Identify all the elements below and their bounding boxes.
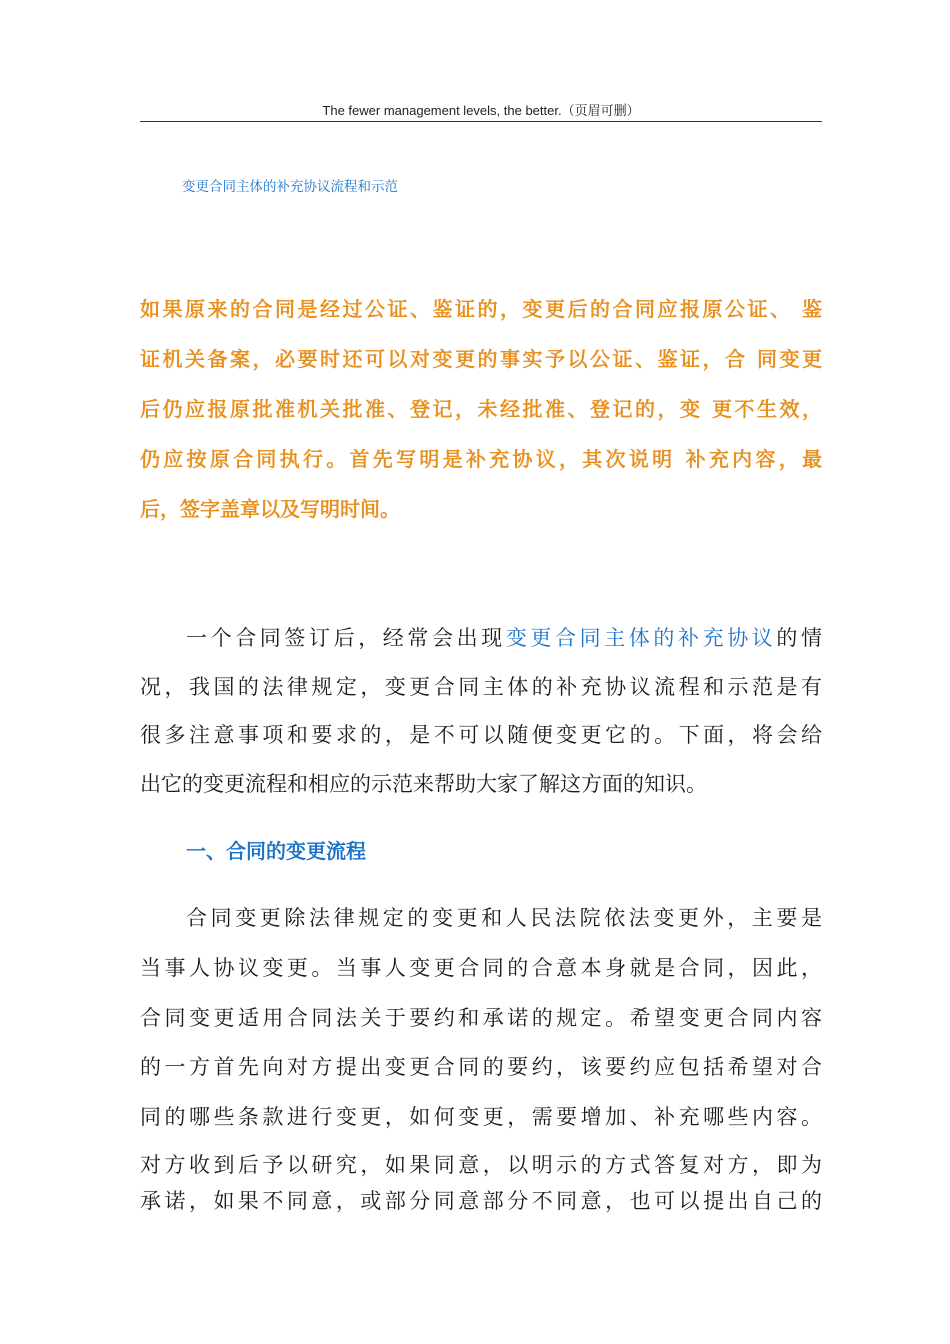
topic-link[interactable]: 变更合同主体的补充协议 bbox=[505, 626, 777, 650]
intro-line bbox=[140, 614, 822, 663]
summary-line: 证机关备案，必要时还可以对变更的事实予以公证、鉴证，合 同变更 bbox=[140, 347, 822, 371]
section-line: 合同变更除法律规定的变更和人民法院依法变更外，主要是 bbox=[186, 906, 822, 930]
section-paragraph bbox=[140, 894, 822, 1143]
summary-line: 仍应按原合同执行。首先写明是补充协议，其次说明 补充内容，最 bbox=[140, 447, 822, 471]
section-heading: 一、合同的变更流程 bbox=[186, 839, 366, 863]
summary-line: 后，签字盖章以及写明时间。 bbox=[140, 497, 400, 521]
section-line: 当事人协议变更。当事人变更合同的合意本身就是合同，因此， bbox=[140, 955, 822, 980]
section-line: 的一方首先向对方提出变更合同的要约，该要约应包括希望对合 bbox=[140, 1055, 822, 1080]
section-line: 合同变更适用合同法关于要约和承诺的规定。希望变更合同内容 bbox=[140, 1005, 822, 1030]
page-header: The fewer management levels, the better.（页眉可删） bbox=[322, 103, 640, 118]
intro-line: 出它的变更流程和相应的示范来帮助大家了解这方面的知识。 bbox=[140, 771, 707, 796]
intro-text: 的情 bbox=[776, 626, 823, 650]
summary-line: 后仍应报原批准机关批准、登记，未经批准、登记的，变 更不生效， bbox=[140, 397, 822, 421]
intro-line: 况，我国的法律规定，变更合同主体的补充协议流程和示范是有 bbox=[140, 674, 822, 699]
intro-line: 很多注意事项和要求的，是不可以随便变更它的。下面，将会给 bbox=[140, 723, 822, 748]
section-line: 承诺，如果不同意，或部分同意部分不同意，也可以提出自己的 bbox=[140, 1189, 822, 1213]
section-line: 同的哪些条款进行变更，如何变更，需要增加、补充哪些内容。 bbox=[140, 1105, 822, 1130]
summary-line: 如果原来的合同是经过公证、鉴证的，变更后的合同应报原公证、 鉴 bbox=[140, 297, 822, 321]
header-divider bbox=[140, 121, 822, 122]
intro-text: 一个合同签订后，经常会出现 bbox=[186, 626, 506, 650]
section-paragraph-continued bbox=[140, 1147, 822, 1219]
intro-paragraph bbox=[140, 614, 822, 808]
document-title: 变更合同主体的补充协议流程和示范 bbox=[182, 179, 398, 195]
summary-paragraph bbox=[140, 284, 822, 534]
section-line: 对方收到后予以研究，如果同意，以明示的方式答复对方，即为 bbox=[140, 1153, 822, 1177]
